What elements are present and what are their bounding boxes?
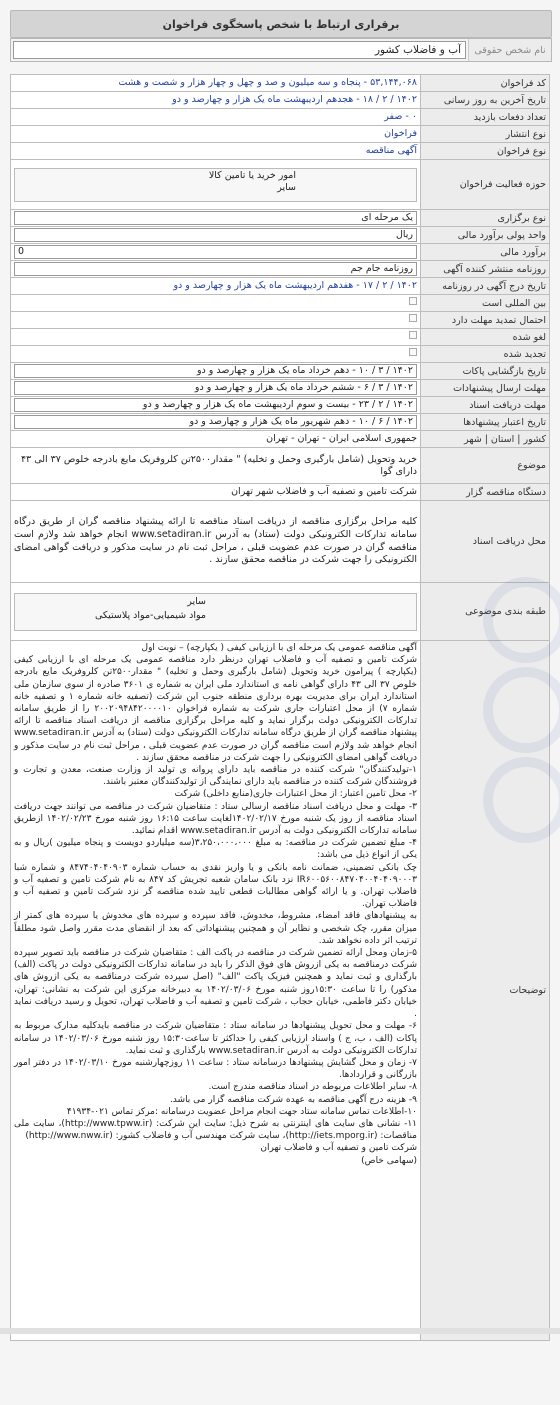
contact-label: نام شخص حقوقی xyxy=(468,39,551,61)
cancelled-checkbox-cell xyxy=(11,329,421,346)
document-location-value: کلیه مراحل برگزاری مناقصه از دریافت اسناد مناقصه تا ارائه پیشنهاد مناقصه گران از طریق درگاه سامانه تدارکات الکترونیکی دولت (ستاد) به آدرس www.setadiran.ir انجام خواهد شد ولازم است مناقصه گران در صورت عدم عضویت قبلی ، مراحل ثبت نام در سایت مذکور و دریافت گواهی امضای الکترونیکی را جهت شرکت در مناقصه محقق سازند . xyxy=(11,501,421,583)
row-label: برآورد مالی xyxy=(421,244,550,261)
description-paragraph: شرکت تامین و تصفیه آب و فاضلاب تهران درنظر دارد مناقصه عمومی یک مرحله ای با ارزیابی کیفی (یکپارچه ) پیرامون خرید وتحویل (شامل بارگیری وحمل و تخلیه) " مقدار۲۵۰۰تن کلروفریک مایع بادرجه خلوص ۳۷ الی ۴۳ دارای گواهی نامه ی استاندارد ملی ایران به شماره ی ۳۶۰۱ صادره از سوی سازمان ملی استاندارد ایران برای مدیریت بهره برداری منطقه جنوب این شرکت (تصفیه خانه شماره ۱ و تصفیه خانه شماره ۷) از محل اعتبارات جاری شرکت به شماره فراخوان ۲۰۰۲۰۹۴۸۴۲۰۰۰۰۱۰ را از طریق سامانه تدارکات الکترونیکی دولت برگزار نماید و کلیه مراحل برگزاری مناقصه از دریافت اسناد مناقصه تا ارائه پیشنهاد مناقصه گران از طریق درگاه سامانه تدارکات الکترونیکی دولت (ستاد) به آدرس www.setadiran.ir انجام خواهد شد ولازم است مناقصه گران در صورت عدم عضویت قبلی ، مراحل ثبت نام در سایت مذکور و دریافت گواهی امضای الکترونیکی را جهت شرکت در مناقصه محقق سازند . xyxy=(14,655,418,763)
opening-date-field[interactable]: ۱۴۰۲ / ۳ / ۱۰ - دهم خرداد ماه یک هزار و چهارصد و دو xyxy=(14,364,417,378)
subject-value: خرید وتحویل (شامل بارگیری وحمل و تخلیه) " مقدار۲۵۰۰تن کلروفریک مایع بادرجه خلوص ۳۷ الی ۴۳ دارای گوا xyxy=(11,448,421,484)
description-paragraph: به پیشنهادهای فاقد امضاء، مشروط، مخدوش، فاقد سپرده و سپرده های مخدوش یا سپرده های کمتر از میزان مقرر، چک شخصی و نظایر آن و همچنین پیشنهاداتی که بعد از انقضای مدت مقرر واصل شود مطلقاً ترتیب اثر داده نخواهد شد. xyxy=(14,911,417,946)
validity-date-value xyxy=(11,414,421,431)
last-update-value: ۱۴۰۲ / ۲ / ۱۸ - هجدهم اردیبهشت ماه یک هزار و چهارصد و دو xyxy=(11,92,421,109)
tender-type-value: آگهی مناقصه xyxy=(11,143,421,160)
activity-field-value xyxy=(11,160,421,210)
international-checkbox[interactable] xyxy=(409,297,417,305)
contact-row xyxy=(10,38,552,62)
description-paragraph: آگهی مناقصه عمومی یک مرحله ای با ارزیابی کیفی ( یکپارچه) – نوبت اول xyxy=(141,643,417,653)
tender-code-value: ۵۳,۱۴۴,۰۶۸ - پنجاه و سه میلیون و صد و چهل و چهار هزار و شصت و هشت xyxy=(11,75,421,92)
section-header: برقراری ارتباط با شخص پاسخگوی فراخوان xyxy=(10,10,552,38)
organizer-value: شرکت تامین و تصفیه آب و فاضلاب شهر تهران xyxy=(11,484,421,501)
row-label: کد فراخوان xyxy=(421,75,550,92)
row-label: نوع برگزاری xyxy=(421,210,550,227)
row-label: مهلت دریافت اسناد xyxy=(421,397,550,414)
row-label: کشور | استان | شهر xyxy=(421,431,550,448)
cancelled-checkbox[interactable] xyxy=(409,331,417,339)
description-paragraph: ۳- مهلت و محل دریافت اسناد مناقصه ارسالی ستاد : متقاضیان شرکت در مناقصه می توانند جهت دریافت اسناد مناقصه از روز یک شنبه مورخ ۱۴۰۲/۰۲/۱۷لغایت ساعت ۱۶:۱۵ روز شنبه مورخ ۱۴۰۲/۰۲/۲۳ ازطریق سامانه تدارکات الکترونیکی دولت به آدرس www.setadiran.ir اقدام نمائید. xyxy=(14,801,418,837)
row-label: مهلت ارسال پیشنهادات xyxy=(421,380,550,397)
row-label: روزنامه منتشر کننده آگهی xyxy=(421,261,550,278)
description-paragraph: شرکت تامین و تصفیه آب و فاضلاب تهران xyxy=(260,1143,417,1154)
visit-count-value: ۰ - صفر xyxy=(11,109,421,126)
activity-field-box: امور خرید یا تامین کالا سایر xyxy=(14,168,417,202)
newspaper-date-value: ۱۴۰۲ / ۲ / ۱۷ - هفدهم اردیبهشت ماه یک هزار و چهارصد و دو xyxy=(11,278,421,295)
description-paragraph: ۸- سایر اطلاعات مربوطه در اسناد مناقصه مندرج است. xyxy=(208,1082,417,1093)
description-paragraph: ۲- محل تامین اعتبار: از محل اعتبارات جاری(منابع داخلی) شرکت xyxy=(174,789,417,800)
row-label: بین المللی است xyxy=(421,295,550,312)
row-label: تاریخ اعتبار پیشنهادها xyxy=(421,414,550,431)
row-label: حوزه فعالیت فراخوان xyxy=(421,160,550,210)
description-paragraph: ۱۰-اطلاعات تماس سامانه ستاد جهت انجام مراحل عضویت درسامانه :مرکز تماس ۰۲۱-۴۱۹۳۴ xyxy=(66,1106,417,1117)
row-label: تجدید شده xyxy=(421,346,550,363)
row-label: تاریخ آخرین به روز رسانی xyxy=(421,92,550,109)
row-label: احتمال تمدید مهلت دارد xyxy=(421,312,550,329)
opening-date-value xyxy=(11,363,421,380)
currency-value xyxy=(11,227,421,244)
renewed-checkbox[interactable] xyxy=(409,348,417,356)
description-paragraph: (سهامی خاص) xyxy=(361,1155,417,1166)
row-label: واحد پولی برآورد مالی xyxy=(421,227,550,244)
row-label: موضوع xyxy=(421,448,550,484)
renewed-checkbox-cell xyxy=(11,346,421,363)
validity-date-field[interactable]: ۱۴۰۲ / ۶ / ۱۰ - دهم شهریور ماه یک هزار و چهارصد و دو xyxy=(14,415,417,429)
submission-deadline-field[interactable]: ۱۴۰۲ / ۳ / ۶ - ششم خرداد ماه یک هزار و چهارصد و دو xyxy=(14,381,417,395)
tender-details-table xyxy=(10,74,550,1341)
description-paragraph: ۶- مهلت و محل تحویل پیشنهادها در سامانه ستاد : متقاضیان شرکت در مناقصه بایدکلیه مدارک مربوط به پاکات (الف ، ب، ج ) واسناد ارزیابی کیفی را حداکثر تا ساعت۱۵:۳۰ روز شنبه مورخ ۱۴۰۲/۰۳/۰۶ در سامانه تدارکات الکترونیکی دولت به آدرس www.setadiran.ir بارگذاری و ثبت نماید. xyxy=(14,1021,417,1056)
row-label: نوع انتشار xyxy=(421,126,550,143)
description-paragraph: ۱-تولیدکنندگان" شرکت کننده در مناقصه باید دارای پروانه ی تولید از وزارت صنعت، معدن و تجارت و فروشندگان شرکت کننده در مناقصه باید دارای نمایندگی از تولیدکنندگان معتبر باشند. xyxy=(14,765,417,788)
international-checkbox-cell xyxy=(11,295,421,312)
row-label: تعداد دفعات بازدید xyxy=(421,109,550,126)
row-label: دستگاه مناقصه گزار xyxy=(421,484,550,501)
description-paragraph: چک بانکی تضمینی، ضمانت نامه بانکی و یا واریز نقدی به حساب شماره ۸۴۷۴۰۴۰۴۰۹۰۳ و شماره شبا IR۶۰۰۵۶۰۰۸۴۷۰۴۰۰۴۰۴۰۹۰۰۰۳ نزد بانک سامان شعبه تجریش کد ۸۴۷ به نام شرکت تامین و تصفیه آب و فاضلاب تهران. و یا ارائه گواهی مطالبات قطعی تایید شده مناقصه گر نزد شرکت تامین و تصفیه آب و فاضلاب تهران. xyxy=(14,862,417,910)
description-paragraph: ۵-زمان ومحل ارائه تضمین شرکت در مناقصه در پاکت الف : متقاضیان شرکت در مناقصه باید تصویر سپرده شرکت درمناقصه به یکی ازروش های فوق الذکر را باید در سامانه تدارکات الکترونیکی دولت در پاکت (الف) بارگذاری و ثبت نماید و همچنین فیزیک پاکت "الف" (اصل سپرده شرکت درمناقصه به یکی ازروش های مذکور) را تا ساعت ۱۵:۳۰روز شنبه مورخ ۱۴۰۲/۰۳/۰۶ به دبیرخانه مرکزی این شرکت به نشانی: تهران، خیابان دکتر فاطمی، خیابان حجاب ، شرکت تامین و تصفیه آب و فاضلاب تهران، تحویل و رسید دریافت نماید . xyxy=(14,948,417,1020)
newspaper-field[interactable]: روزنامه جام جم xyxy=(14,262,417,276)
row-label: تاریخ بازگشایی پاکات xyxy=(421,363,550,380)
publish-type-value: فراخوان xyxy=(11,126,421,143)
extension-checkbox-cell xyxy=(11,312,421,329)
row-label: نوع فراخوان xyxy=(421,143,550,160)
newspaper-value xyxy=(11,261,421,278)
row-label: تاریخ درج آگهی در روزنامه xyxy=(421,278,550,295)
description-paragraph: ۹- هزینه درج آگهی مناقصه به عهده شرکت مناقصه گزار می باشد. xyxy=(169,1094,417,1105)
footer-divider xyxy=(0,1328,560,1334)
extension-checkbox[interactable] xyxy=(409,314,417,322)
row-label: لغو شده xyxy=(421,329,550,346)
row-label: محل دریافت اسناد xyxy=(421,501,550,583)
document-deadline-field[interactable]: ۱۴۰۲ / ۲ / ۲۳ - بیست و سوم اردیبهشت ماه یک هزار و چهارصد و دو xyxy=(14,398,417,412)
row-label: توضیحات xyxy=(421,641,550,1341)
location-value: جمهوری اسلامی ایران - تهران - تهران xyxy=(11,431,421,448)
description-value xyxy=(11,641,421,1341)
description-paragraph: ۴- مبلغ تضمین شرکت در مناقصه: به مبلغ ۳،۲۵۰،۰۰۰،۰۰۰(سه میلیاردو دویست و پنجاه میلیون )ریال و به یکی از انواع ذیل می باشد: xyxy=(14,838,417,861)
holding-type-value xyxy=(11,210,421,227)
currency-field[interactable]: ریال xyxy=(14,228,417,242)
estimate-field[interactable]: 0 xyxy=(14,245,417,259)
description-paragraph: ۷- زمان و محل گشایش پیشنهادها درسامانه ستاد : ساعت ۱۱ روزچهارشنبه مورخ ۱۴۰۲/۰۳/۱۰ در دفتر امور بازرگانی و قراردادها. xyxy=(14,1057,417,1081)
row-label: طبقه بندی موضوعی xyxy=(421,583,550,641)
contact-value-field[interactable]: آب و فاضلاب کشور xyxy=(13,41,466,59)
holding-type-field[interactable]: یک مرحله ای xyxy=(14,211,417,225)
description-paragraph: ۱۱- نشانی های سایت های اینترنتی به شرح ذیل: سایت این شرکت: (http://www.tpww.ir)، سایت ملی مناقصات: (http://iets.mporg.ir)، سایت شرکت مهندسی آب و فاضلاب کشور: (http://www.nww.ir) xyxy=(14,1118,417,1142)
classification-box: سایر مواد شیمیایی-مواد پلاستیکی xyxy=(14,593,417,631)
estimate-value xyxy=(11,244,421,261)
classification-value xyxy=(11,583,421,641)
submission-deadline-value xyxy=(11,380,421,397)
document-deadline-value xyxy=(11,397,421,414)
